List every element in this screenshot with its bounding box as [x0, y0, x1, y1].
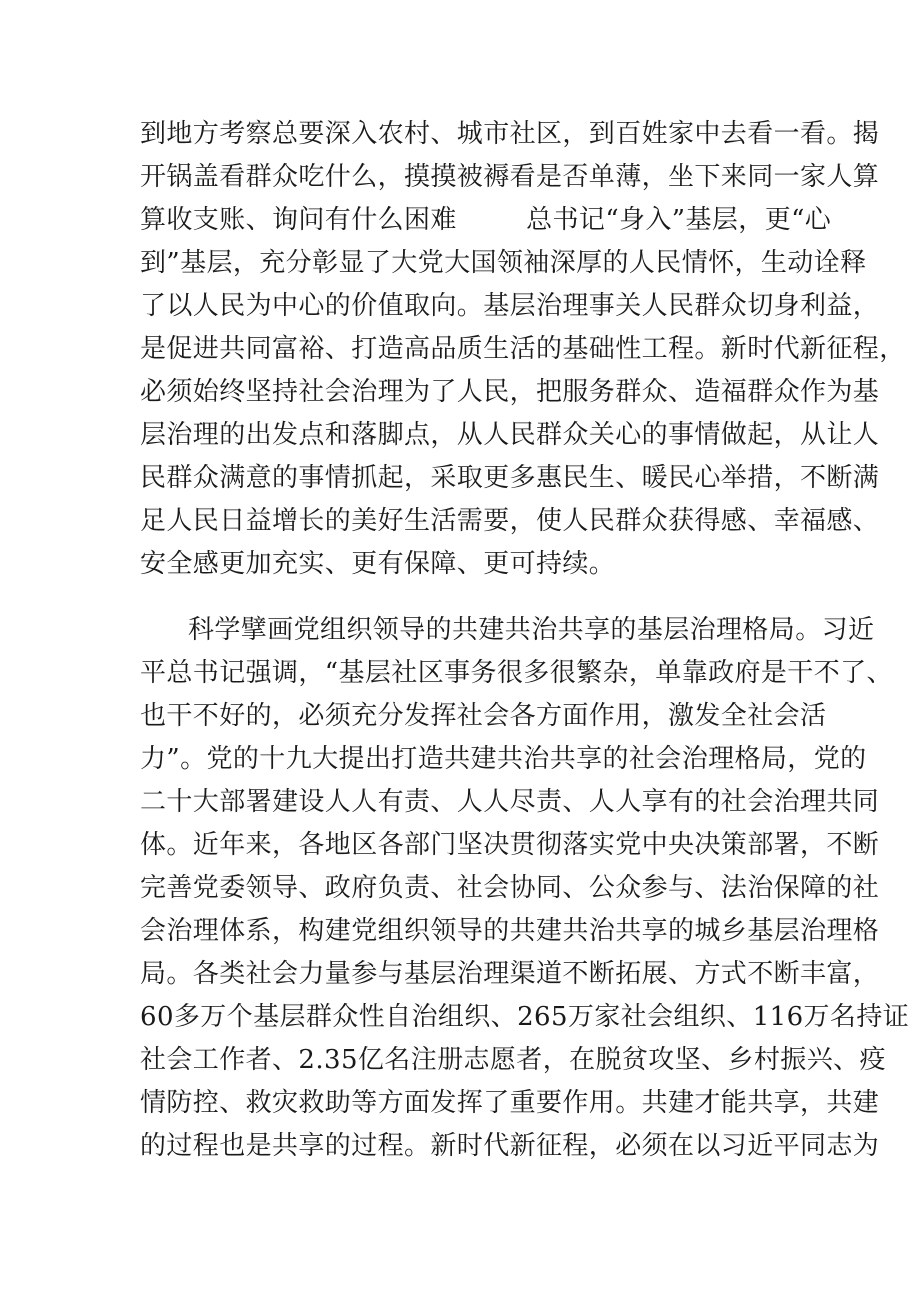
- p2-line-12: 情防控、救灾救助等方面发挥了重要作用。共建才能共享，共建: [140, 1088, 880, 1118]
- p1-line-3: 算收支账、询问有什么困难 总书记“身入”基层，更“心: [140, 205, 832, 235]
- p2-line-9: 局。各类社会力量参与基层治理渠道不断拓展、方式不断丰富，: [140, 959, 880, 989]
- p2-line-3: 也干不好的，必须充分发挥社会各方面作用，激发全社会活: [140, 701, 827, 731]
- p2-line-10: 60多万个基层群众性自治组织、265万家社会组织、116万名持证: [140, 1002, 910, 1032]
- p2-line-5: 二十大部署建设人人有责、人人尽责、人人享有的社会治理共同: [140, 787, 880, 817]
- p1-line-2: 开锅盖看群众吃什么，摸摸被褥看是否单薄，坐下来同一家人算: [140, 162, 880, 192]
- p2-line-7: 完善党委领导、政府负责、社会协同、公众参与、法治保障的社: [140, 873, 880, 903]
- p2-line-1: 科学擘画党组织领导的共建共治共享的基层治理格局。习近: [188, 615, 875, 645]
- p1-line-10: 足人民日益增长的美好生活需要，使人民群众获得感、幸福感、: [140, 506, 880, 536]
- p2-line-11: 社会工作者、2.35亿名注册志愿者，在脱贫攻坚、乡村振兴、疫: [140, 1045, 886, 1075]
- p2-line-4: 力”。党的十九大提出打造共建共治共享的社会治理格局，党的: [140, 744, 867, 774]
- p1-line-1: 到地方考察总要深入农村、城市社区，到百姓家中去看一看。揭: [140, 119, 880, 149]
- p2-line-8: 会治理体系，构建党组织领导的共建共治共享的城乡基层治理格: [140, 916, 880, 946]
- p1-line-6: 是促进共同富裕、打造高品质生活的基础性工程。新时代新征程，: [140, 334, 906, 364]
- p1-line-11: 安全感更加充实、更有保障、更可持续。: [140, 549, 616, 579]
- p2-line-6: 体。近年来，各地区各部门坚决贯彻落实党中央决策部署，不断: [140, 830, 880, 860]
- p1-line-9: 民群众满意的事情抓起，采取更多惠民生、暖民心举措，不断满: [140, 463, 880, 493]
- p1-line-5: 了以人民为中心的价值取向。基层治理事关人民群众切身利益，: [140, 291, 880, 321]
- p1-line-7: 必须始终坚持社会治理为了人民，把服务群众、造福群众作为基: [140, 377, 880, 407]
- p1-line-4: 到”基层，充分彰显了大党大国领袖深厚的人民情怀，生动诠释: [140, 248, 867, 278]
- p1-line-8: 层治理的出发点和落脚点，从人民群众关心的事情做起，从让人: [140, 420, 880, 450]
- p2-line-2: 平总书记强调，“基层社区事务很多很繁杂，单靠政府是干不了、: [140, 658, 893, 688]
- p2-line-13: 的过程也是共享的过程。新时代新征程，必须在以习近平同志为: [140, 1131, 880, 1161]
